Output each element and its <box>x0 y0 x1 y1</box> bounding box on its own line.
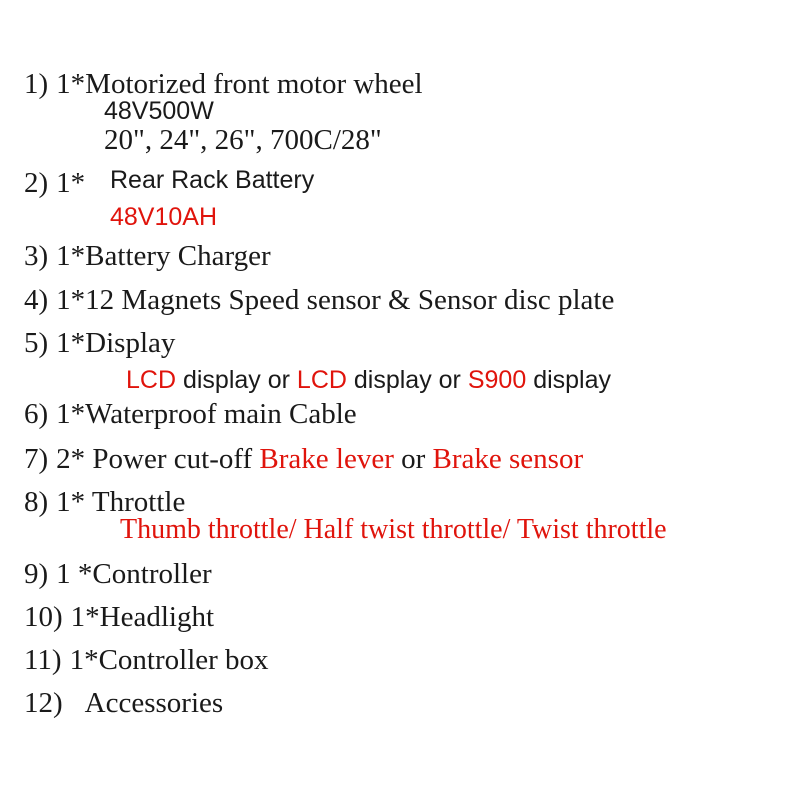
item-text: 1*Display <box>56 327 176 359</box>
spec-battery: 48V10AH <box>110 203 218 231</box>
list-item-11 <box>24 646 269 675</box>
display-option-name: LCD <box>126 366 177 394</box>
item-number: 10) <box>24 601 63 633</box>
item-text: 1 *Controller <box>56 558 212 590</box>
display-option-name: S900 <box>467 366 527 394</box>
item-number: 3) <box>24 240 49 272</box>
item-text: 1*12 Magnets Speed sensor & Sensor disc plate <box>56 284 615 316</box>
list-item-4 <box>24 286 614 315</box>
brake-option-connector: or <box>401 443 426 475</box>
spec-sizes: 20", 24", 26", 700C/28" <box>104 124 382 156</box>
item-number: 4) <box>24 284 49 316</box>
item-text: 1*Waterproof main Cable <box>56 398 357 430</box>
brake-option-sensor: Brake sensor <box>432 443 584 475</box>
item-number: 9) <box>24 558 49 590</box>
display-option-suffix: display <box>533 366 612 394</box>
display-option-name: LCD <box>296 366 347 394</box>
item-text: 1*Motorized front motor wheel <box>56 68 423 100</box>
item-text: 1*Controller box <box>69 644 269 676</box>
item-number: 5) <box>24 327 49 359</box>
list-item-6 <box>24 400 357 429</box>
throttle-options: Thumb throttle/ Half twist throttle/ Twist throttle <box>120 514 667 545</box>
display-option-suffix: display or <box>182 366 290 394</box>
list-item-5 <box>24 329 175 358</box>
item-number: 12) <box>24 687 63 719</box>
item-number: 1) <box>24 68 49 100</box>
brake-option-lever: Brake lever <box>259 443 394 475</box>
spec-power: 48V500W <box>104 97 214 125</box>
item-number: 2) <box>24 167 49 199</box>
item-text: 2* Power cut-off <box>56 443 253 475</box>
display-option-suffix: display or <box>353 366 461 394</box>
item-number: 6) <box>24 398 49 430</box>
list-item-2 <box>24 169 85 198</box>
list-item-1 <box>24 70 423 99</box>
item-text: 1*Headlight <box>70 601 215 633</box>
list-item-10 <box>24 603 214 632</box>
item-prefix: 1* <box>56 167 86 199</box>
list-item-3 <box>24 242 271 271</box>
item-text: 1* Throttle <box>56 486 186 518</box>
list-item-12 <box>24 689 223 718</box>
list-item-7 <box>24 445 583 474</box>
item-number: 7) <box>24 443 49 475</box>
item-text-battery: Rear Rack Battery <box>110 166 315 194</box>
item-text: Accessories <box>84 687 224 719</box>
list-item-9 <box>24 560 212 589</box>
item-text: 1*Battery Charger <box>56 240 271 272</box>
item-number: 8) <box>24 486 49 518</box>
item-number: 11) <box>24 644 62 676</box>
display-options <box>126 368 611 393</box>
list-item-8 <box>24 488 185 517</box>
